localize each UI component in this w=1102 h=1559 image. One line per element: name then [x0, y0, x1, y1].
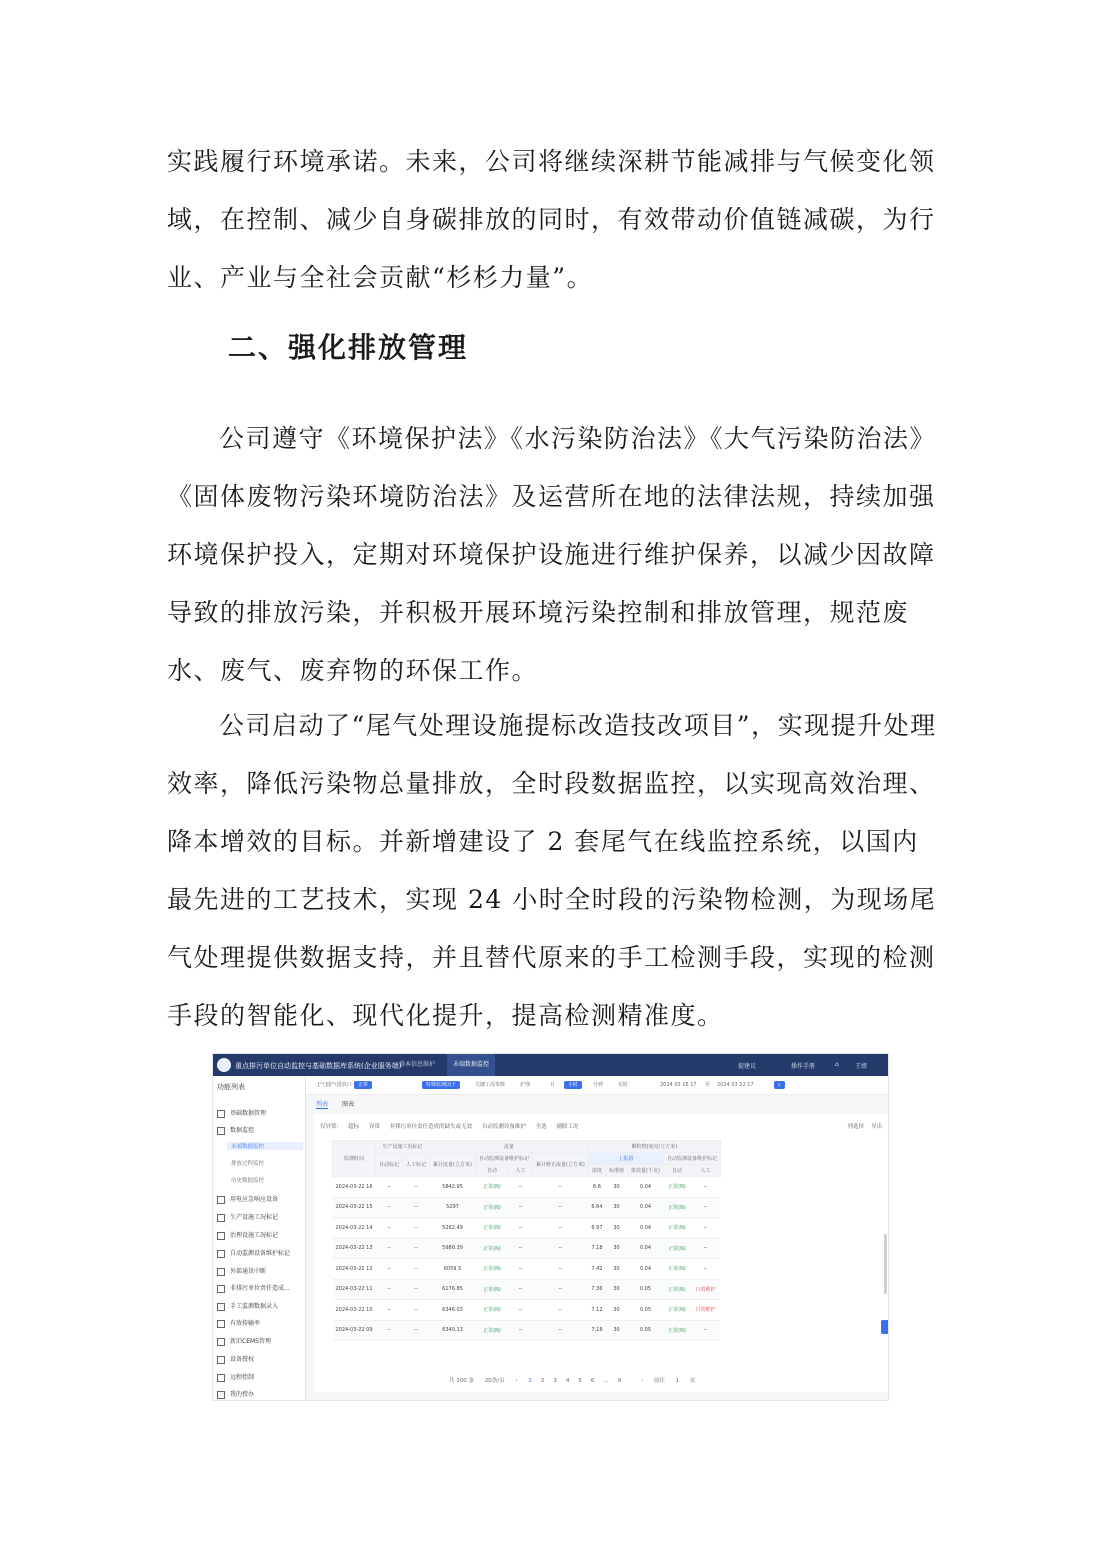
- pager-page-unit: 页: [689, 1378, 696, 1384]
- table-cell: 7.18: [588, 1320, 605, 1341]
- table-cell: 0.04: [628, 1197, 664, 1218]
- sidebar-item[interactable]: 生产设施工况标记: [217, 1212, 278, 1222]
- col-cum-corrected: 累计修正流量(立方米): [532, 1153, 588, 1177]
- table-cell: 0.05: [628, 1300, 664, 1321]
- table-cell: --: [376, 1218, 403, 1239]
- table-cell: 正常(N): [475, 1300, 508, 1321]
- app-topbar: [213, 1054, 888, 1076]
- table-cell: --: [403, 1279, 430, 1300]
- table-cell: 5297: [430, 1197, 476, 1218]
- suggest-link[interactable]: 提建议: [738, 1063, 757, 1070]
- table-cell: --: [376, 1279, 403, 1300]
- col-pm-auto: 自动: [663, 1165, 690, 1177]
- table-cell: --: [532, 1279, 588, 1300]
- sidebar-item[interactable]: 基础数据管理: [217, 1108, 266, 1118]
- date-to[interactable]: 2024 03 22 17: [717, 1082, 754, 1088]
- chip-special-factor[interactable]: 特殊监测因子: [422, 1081, 460, 1089]
- pager-page[interactable]: 4: [565, 1378, 570, 1384]
- pager-page[interactable]: 6: [590, 1378, 595, 1384]
- table-cell: 30: [606, 1218, 628, 1239]
- table-row: [333, 1177, 721, 1198]
- table-cell: 正常(N): [663, 1218, 690, 1239]
- sidebar-item[interactable]: 手工监测数据录入: [217, 1301, 278, 1311]
- table-cell: --: [403, 1197, 430, 1218]
- table-cell: --: [532, 1259, 588, 1280]
- table-cell: 7.42: [588, 1259, 605, 1280]
- table-cell: 30: [606, 1320, 628, 1341]
- filter-abnormal[interactable]: 异常: [368, 1124, 380, 1130]
- table-cell: --: [376, 1300, 403, 1321]
- paragraph-1: 实践履行环境承诺。未来，公司将继续深耕节能减排与气候变化领域，在控制、减少自身碳排放的同时，有效带动价值链减碳，为行业、产业与全社会贡献“杉杉力量”。: [167, 147, 936, 292]
- table-tools: [847, 1122, 882, 1130]
- table-row: [333, 1238, 721, 1259]
- table-cell: --: [403, 1320, 430, 1341]
- chip-hour[interactable]: 小时: [564, 1081, 582, 1089]
- table-cell: --: [532, 1320, 588, 1341]
- table-cell: --: [376, 1238, 403, 1259]
- table-cell: 2024-03-22 13: [333, 1238, 376, 1259]
- sidebar-item[interactable]: 数据监控: [217, 1125, 254, 1135]
- sidebar-item[interactable]: 非排污单位责任造成...: [217, 1283, 290, 1293]
- table-cell: 2024-03-22 14: [333, 1218, 376, 1239]
- pager-page[interactable]: 2: [540, 1378, 545, 1384]
- pager-page[interactable]: 9: [617, 1378, 622, 1384]
- floating-action-button[interactable]: [881, 1320, 888, 1334]
- table-cell: 6059.5: [430, 1259, 476, 1280]
- table-cell: 30: [606, 1300, 628, 1321]
- table-cell: 2024-03-22 12: [333, 1259, 376, 1280]
- table-cell: 30: [606, 1197, 628, 1218]
- sidebar-item[interactable]: 自动监测设备维护标记: [217, 1248, 290, 1258]
- col-concentration: 浓度: [588, 1165, 605, 1177]
- table-cell: 2024-03-22 10: [333, 1300, 376, 1321]
- group-production: 生产设施工况标记: [376, 1141, 430, 1153]
- table-cell: --: [376, 1197, 403, 1218]
- date-separator: 至: [705, 1082, 711, 1088]
- filter-bar: [320, 1122, 586, 1130]
- table-cell: 2024-03-22 11: [333, 1279, 376, 1300]
- table-cell: 30: [606, 1177, 628, 1198]
- table-cell: 正常(N): [663, 1238, 690, 1259]
- filter-missing[interactable]: 非排污单位责任造成的缺失或无效: [389, 1124, 473, 1130]
- user-menu[interactable]: 王姐: [855, 1063, 868, 1070]
- group-flow: 流量: [430, 1141, 589, 1153]
- tab-chart[interactable]: 图表: [341, 1101, 354, 1108]
- col-time: 监测时间: [333, 1141, 376, 1177]
- table-cell: --: [403, 1300, 430, 1321]
- sidebar-item[interactable]: 用电应急响应设备: [217, 1194, 278, 1204]
- sidebar-item[interactable]: 治理设施工况标记: [217, 1230, 278, 1240]
- table-cell: 正常(N): [475, 1197, 508, 1218]
- pager-page[interactable]: ...: [603, 1378, 609, 1384]
- table-cell: 7.36: [588, 1279, 605, 1300]
- table-cell: 0.04: [628, 1218, 664, 1239]
- col-cum-flow: 累计流量(立方米): [430, 1153, 476, 1177]
- monitoring-system-screenshot: [213, 1054, 888, 1400]
- table-cell: --: [509, 1300, 533, 1321]
- chip-realtime[interactable]: 实时: [618, 1082, 629, 1088]
- table-cell: 6340.13: [430, 1320, 476, 1341]
- table-row: [333, 1279, 721, 1300]
- table-cell: --: [532, 1197, 588, 1218]
- view-tabs: [316, 1099, 366, 1108]
- table-cell: 正常(N): [475, 1259, 508, 1280]
- table-cell: 正常(N): [663, 1197, 690, 1218]
- table-cell: 5262.49: [430, 1218, 476, 1239]
- table-cell: --: [691, 1238, 721, 1259]
- table-cell: 5842.95: [430, 1177, 476, 1198]
- col-standard: 标准值: [606, 1165, 628, 1177]
- table-cell: --: [403, 1218, 430, 1239]
- main-panel: [306, 1076, 888, 1400]
- table-cell: --: [509, 1177, 533, 1198]
- pager-pages: [528, 1378, 630, 1384]
- sidebar-item[interactable]: 我的授办: [217, 1389, 254, 1399]
- sidebar-item[interactable]: 外部通讯中断: [217, 1266, 266, 1276]
- table-row: [333, 1300, 721, 1321]
- table-cell: 正常(N): [663, 1259, 690, 1280]
- tab-end-monitoring[interactable]: 未端数据监控: [447, 1054, 495, 1076]
- filter-exceed[interactable]: 超标: [348, 1124, 360, 1130]
- filter-exclude-condition[interactable]: 剔除工况: [556, 1124, 579, 1130]
- site-selector[interactable]: [气]废气排放口: [318, 1082, 352, 1088]
- table-cell: --: [403, 1238, 430, 1259]
- table-row: [333, 1197, 721, 1218]
- tab-list[interactable]: 列表: [316, 1101, 329, 1108]
- table-cell: 0.05: [628, 1279, 664, 1300]
- table-cell: --: [509, 1259, 533, 1280]
- export-button[interactable]: 导出: [870, 1124, 882, 1130]
- pager-page[interactable]: 5: [578, 1378, 582, 1384]
- bell-icon[interactable]: ⌂: [835, 1061, 839, 1068]
- date-from[interactable]: 2024 03 15 17: [660, 1082, 697, 1088]
- table-cell: 正常(N): [475, 1320, 508, 1341]
- pager-next-icon[interactable]: ›: [640, 1378, 644, 1384]
- table-cell: --: [509, 1238, 533, 1259]
- search-icon[interactable]: ⌕: [774, 1081, 785, 1089]
- sidebar-sub-item-active[interactable]: 末端数据监控: [227, 1142, 303, 1150]
- table-cell: --: [532, 1218, 588, 1239]
- group-maintenance-flow: 自动监测设备维护标记: [475, 1153, 532, 1165]
- col-auto: 自动: [475, 1165, 508, 1177]
- sidebar-item[interactable]: 新旧CEMS管理: [217, 1336, 271, 1346]
- table-cell: 正常(N): [475, 1279, 508, 1300]
- table-cell: 0.04: [628, 1238, 664, 1259]
- table-cell: 6.64: [588, 1197, 605, 1218]
- system-logo-icon: [217, 1058, 231, 1072]
- table-cell: --: [509, 1279, 533, 1300]
- pager-prev-icon[interactable]: ‹: [515, 1378, 518, 1384]
- filter-select-all[interactable]: 全选: [535, 1124, 547, 1130]
- table-cell: --: [691, 1177, 721, 1198]
- table-cell: 30: [606, 1279, 628, 1300]
- group-maintenance-pm: 自动监测设备维护标记: [663, 1153, 720, 1165]
- table-cell: 30: [606, 1259, 628, 1280]
- sidebar-item[interactable]: 有效传输率: [217, 1318, 260, 1328]
- table-cell: 0.04: [628, 1259, 664, 1280]
- col-auto-mark: 自动标记: [376, 1153, 403, 1177]
- table-cell: --: [691, 1218, 721, 1239]
- table-cell: 日常维护: [691, 1279, 721, 1300]
- table-cell: 2024-03-22 16: [333, 1177, 376, 1198]
- chip-care[interactable]: 护理: [520, 1082, 531, 1088]
- table-cell: 正常(N): [475, 1177, 508, 1198]
- table-cell: --: [509, 1218, 533, 1239]
- col-manual: 人工: [509, 1165, 533, 1177]
- pager-total: 共 100 条: [449, 1378, 474, 1384]
- table-cell: --: [691, 1197, 721, 1218]
- table-row: [333, 1320, 721, 1341]
- data-card: [314, 1114, 888, 1392]
- table-cell: 正常(N): [663, 1300, 690, 1321]
- col-emission: 排放量(千克): [628, 1165, 664, 1177]
- table-cell: 7.12: [588, 1300, 605, 1321]
- paragraph-3: 公司启动了“尾气处理设施提标改造技改项目”，实现提升处理效率，降低污染物总量排放，全时段数据监控，以实现高效治理、降本增效的目标。并新增建设了 2 套尾气在线监控系统，以国内最先进的工艺技术，实现 24 小时全时段的污染物检测，为现场尾气处理提供数据支持，并且替代原来的手工检测手段，实现的检测手段的智能化、现代化提升，提高检测精准度。: [167, 711, 937, 1030]
- table-cell: --: [691, 1259, 721, 1280]
- pager-size[interactable]: 20条/页: [484, 1378, 505, 1384]
- pagination: [449, 1376, 704, 1384]
- table-cell: --: [403, 1259, 430, 1280]
- table-row: [333, 1218, 721, 1239]
- filter-maintenance[interactable]: 自动监测设备维护: [481, 1124, 526, 1130]
- table-body: [333, 1177, 721, 1341]
- table-cell: 正常(N): [663, 1279, 690, 1300]
- table-cell: --: [691, 1320, 721, 1341]
- table-cell: 5980.39: [430, 1238, 476, 1259]
- sidebar-sub-item[interactable]: 排放过程监控: [231, 1161, 265, 1167]
- col-pm-manual: 人工: [691, 1165, 721, 1177]
- table-cell: 6.97: [588, 1218, 605, 1239]
- table-cell: --: [376, 1177, 403, 1198]
- table-cell: --: [532, 1300, 588, 1321]
- table-cell: --: [532, 1177, 588, 1198]
- query-toolbar: [306, 1076, 888, 1095]
- table-cell: 日常维护: [691, 1300, 721, 1321]
- manual-link[interactable]: 操作手册: [791, 1063, 816, 1070]
- table-cell: --: [376, 1320, 403, 1341]
- table-cell: 30: [606, 1238, 628, 1259]
- column-select-button[interactable]: 列选择: [847, 1124, 864, 1130]
- col-manual-mark: 人工标记: [403, 1153, 430, 1177]
- pager-goto-input[interactable]: 1: [675, 1378, 680, 1384]
- tab-basic-info[interactable]: 基本信息维护: [399, 1061, 436, 1068]
- table-cell: --: [509, 1197, 533, 1218]
- table-cell: 2024-03-22 09: [333, 1320, 376, 1341]
- sidebar-item[interactable]: 远程控制: [217, 1372, 254, 1382]
- table-cell: 正常(N): [475, 1238, 508, 1259]
- paragraph-2: 公司遵守《环境保护法》《水污染防治法》《大气污染防治法》《固体废物污染环境防治法》及运营所在地的法律法规，持续加强环境保护投入，定期对环境保护设施进行维护保养，以减少因故障导致的排放污染，并积极开展环境污染控制和排放管理，规范废水、废气、废弃物的环保工作。: [167, 424, 937, 685]
- table-cell: --: [403, 1177, 430, 1198]
- table-cell: 6.6: [588, 1177, 605, 1198]
- sidebar-item[interactable]: 设备授权: [217, 1354, 254, 1364]
- table-cell: 0.05: [628, 1320, 664, 1341]
- table-cell: 正常(N): [663, 1177, 690, 1198]
- pager-page[interactable]: 3: [553, 1378, 557, 1384]
- table-row: [333, 1259, 721, 1280]
- pager-goto-label: 前往: [653, 1378, 665, 1384]
- section-heading: 二、强化排放管理: [228, 331, 469, 364]
- chip-day[interactable]: 日: [550, 1082, 556, 1088]
- table-cell: --: [532, 1238, 588, 1259]
- table-cell: 7.18: [588, 1238, 605, 1259]
- table-cell: --: [376, 1259, 403, 1280]
- table-cell: 0.04: [628, 1177, 664, 1198]
- site-status-badge: 正常: [354, 1081, 372, 1089]
- group-particulate: 颗粒物(毫克/立方米): [588, 1141, 720, 1153]
- sidebar: [213, 1076, 306, 1400]
- table-cell: 2024-03-22 15: [333, 1197, 376, 1218]
- table-cell: 6176.85: [430, 1279, 476, 1300]
- sidebar-sub-item[interactable]: 历史数据监控: [231, 1178, 265, 1184]
- table-cell: 6346.03: [430, 1300, 476, 1321]
- vertical-scrollbar[interactable]: [884, 1234, 887, 1294]
- chip-minute[interactable]: 分钟: [593, 1082, 604, 1088]
- table-cell: 正常(N): [663, 1320, 690, 1341]
- group-reported: 上报值: [588, 1153, 663, 1165]
- chip-key-params[interactable]: 关键工况参数: [475, 1082, 506, 1088]
- table-cell: --: [509, 1320, 533, 1341]
- app-title: 重点排污单位自动监控与基础数据库系统(企业服务端): [235, 1062, 402, 1070]
- monitoring-table: [332, 1140, 888, 1364]
- sidebar-header: 功能列表: [217, 1083, 245, 1091]
- pager-page[interactable]: 1: [528, 1378, 532, 1384]
- filter-label: 仅异常:: [320, 1124, 339, 1130]
- table-cell: 正常(N): [475, 1218, 508, 1239]
